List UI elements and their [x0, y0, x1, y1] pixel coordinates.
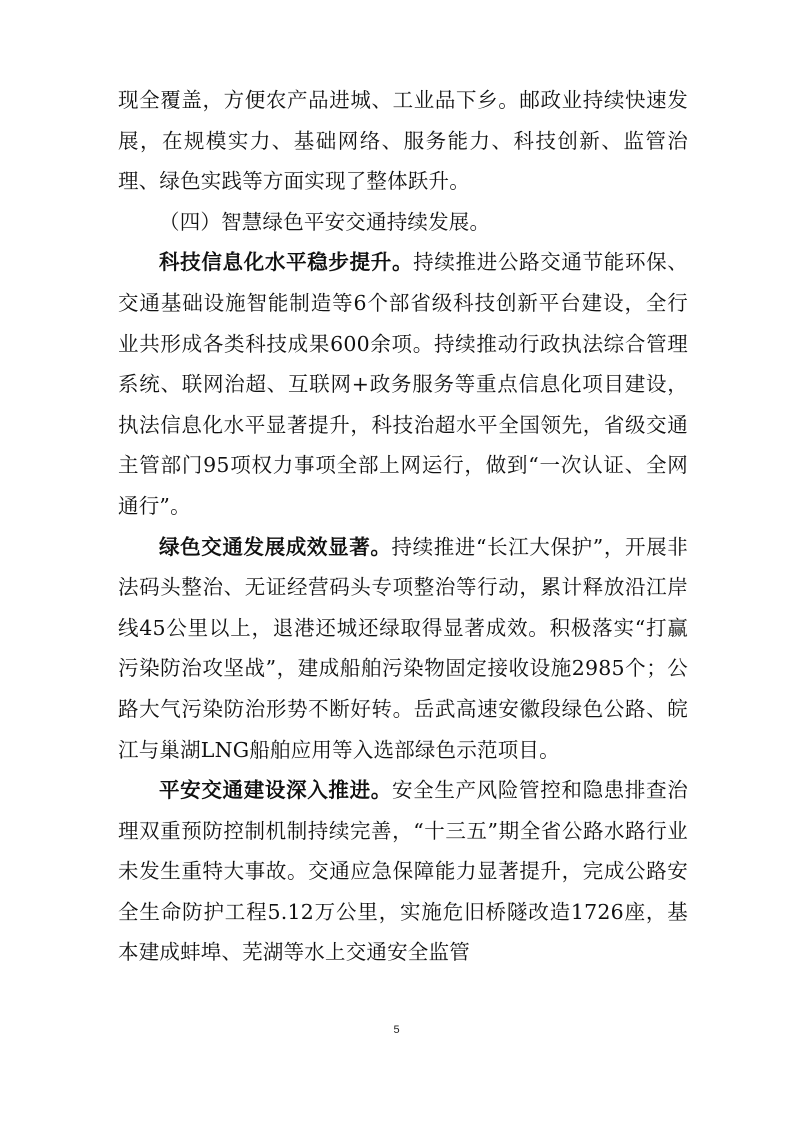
paragraph-heading: 科技信息化水平稳步提升。: [159, 250, 414, 275]
page-number: 5: [393, 1024, 400, 1036]
section-heading-text: （四）智慧绿色平安交通持续发展。: [159, 209, 491, 234]
paragraph-continuation: [118, 80, 688, 202]
paragraph-text: 现全覆盖，方便农产品进城、工业品下乡。邮政业持续快速发展，在规模实力、基础网络、服务能力、科技创新、监管治理、绿色实践等方面实现了整体跃升。: [118, 88, 688, 194]
paragraph-safe-transport: [118, 770, 688, 973]
section-heading: [118, 202, 688, 243]
paragraph-green-transport: [118, 527, 688, 771]
paragraph-tech-info: [118, 242, 688, 526]
paragraph-heading: 平安交通建设深入推进。: [159, 778, 392, 803]
paragraph-text: 安全生产风险管控和隐患排查治理双重预防控制机制持续完善，“十三五”期全省公路水路行业未发生重特大事故。交通应急保障能力显著提升，完成公路安全生命防护工程5.12万公里，实施危旧桥隧改造1726座，基本建成蚌埠、芜湖等水上交通安全监管: [118, 778, 688, 965]
body-text: [118, 80, 688, 973]
paragraph-text: 持续推进公路交通节能环保、交通基础设施智能制造等6个部省级科技创新平台建设，全行业共形成各类科技成果600余项。持续推动行政执法综合管理系统、联网治超、互联网+政务服务等重点信息化项目建设，执法信息化水平显著提升，科技治超水平全国领先，省级交通主管部门95项权力事项全部上网运行，做到“一次认证、全网通行”。: [118, 250, 688, 518]
paragraph-heading: 绿色交通发展成效显著。: [159, 534, 392, 559]
paragraph-text: 持续推进“长江大保护”，开展非法码头整治、无证经营码头专项整治等行动，累计释放沿江岸线45公里以上，退港还城还绿取得显著成效。积极落实“打赢污染防治攻坚战”，建成船舶污染物固定接收设施2985个；公路大气污染防治形势不断好转。岳武高速安徽段绿色公路、皖江与巢湖LNG船舶应用等入选部绿色示范项目。: [118, 534, 688, 762]
